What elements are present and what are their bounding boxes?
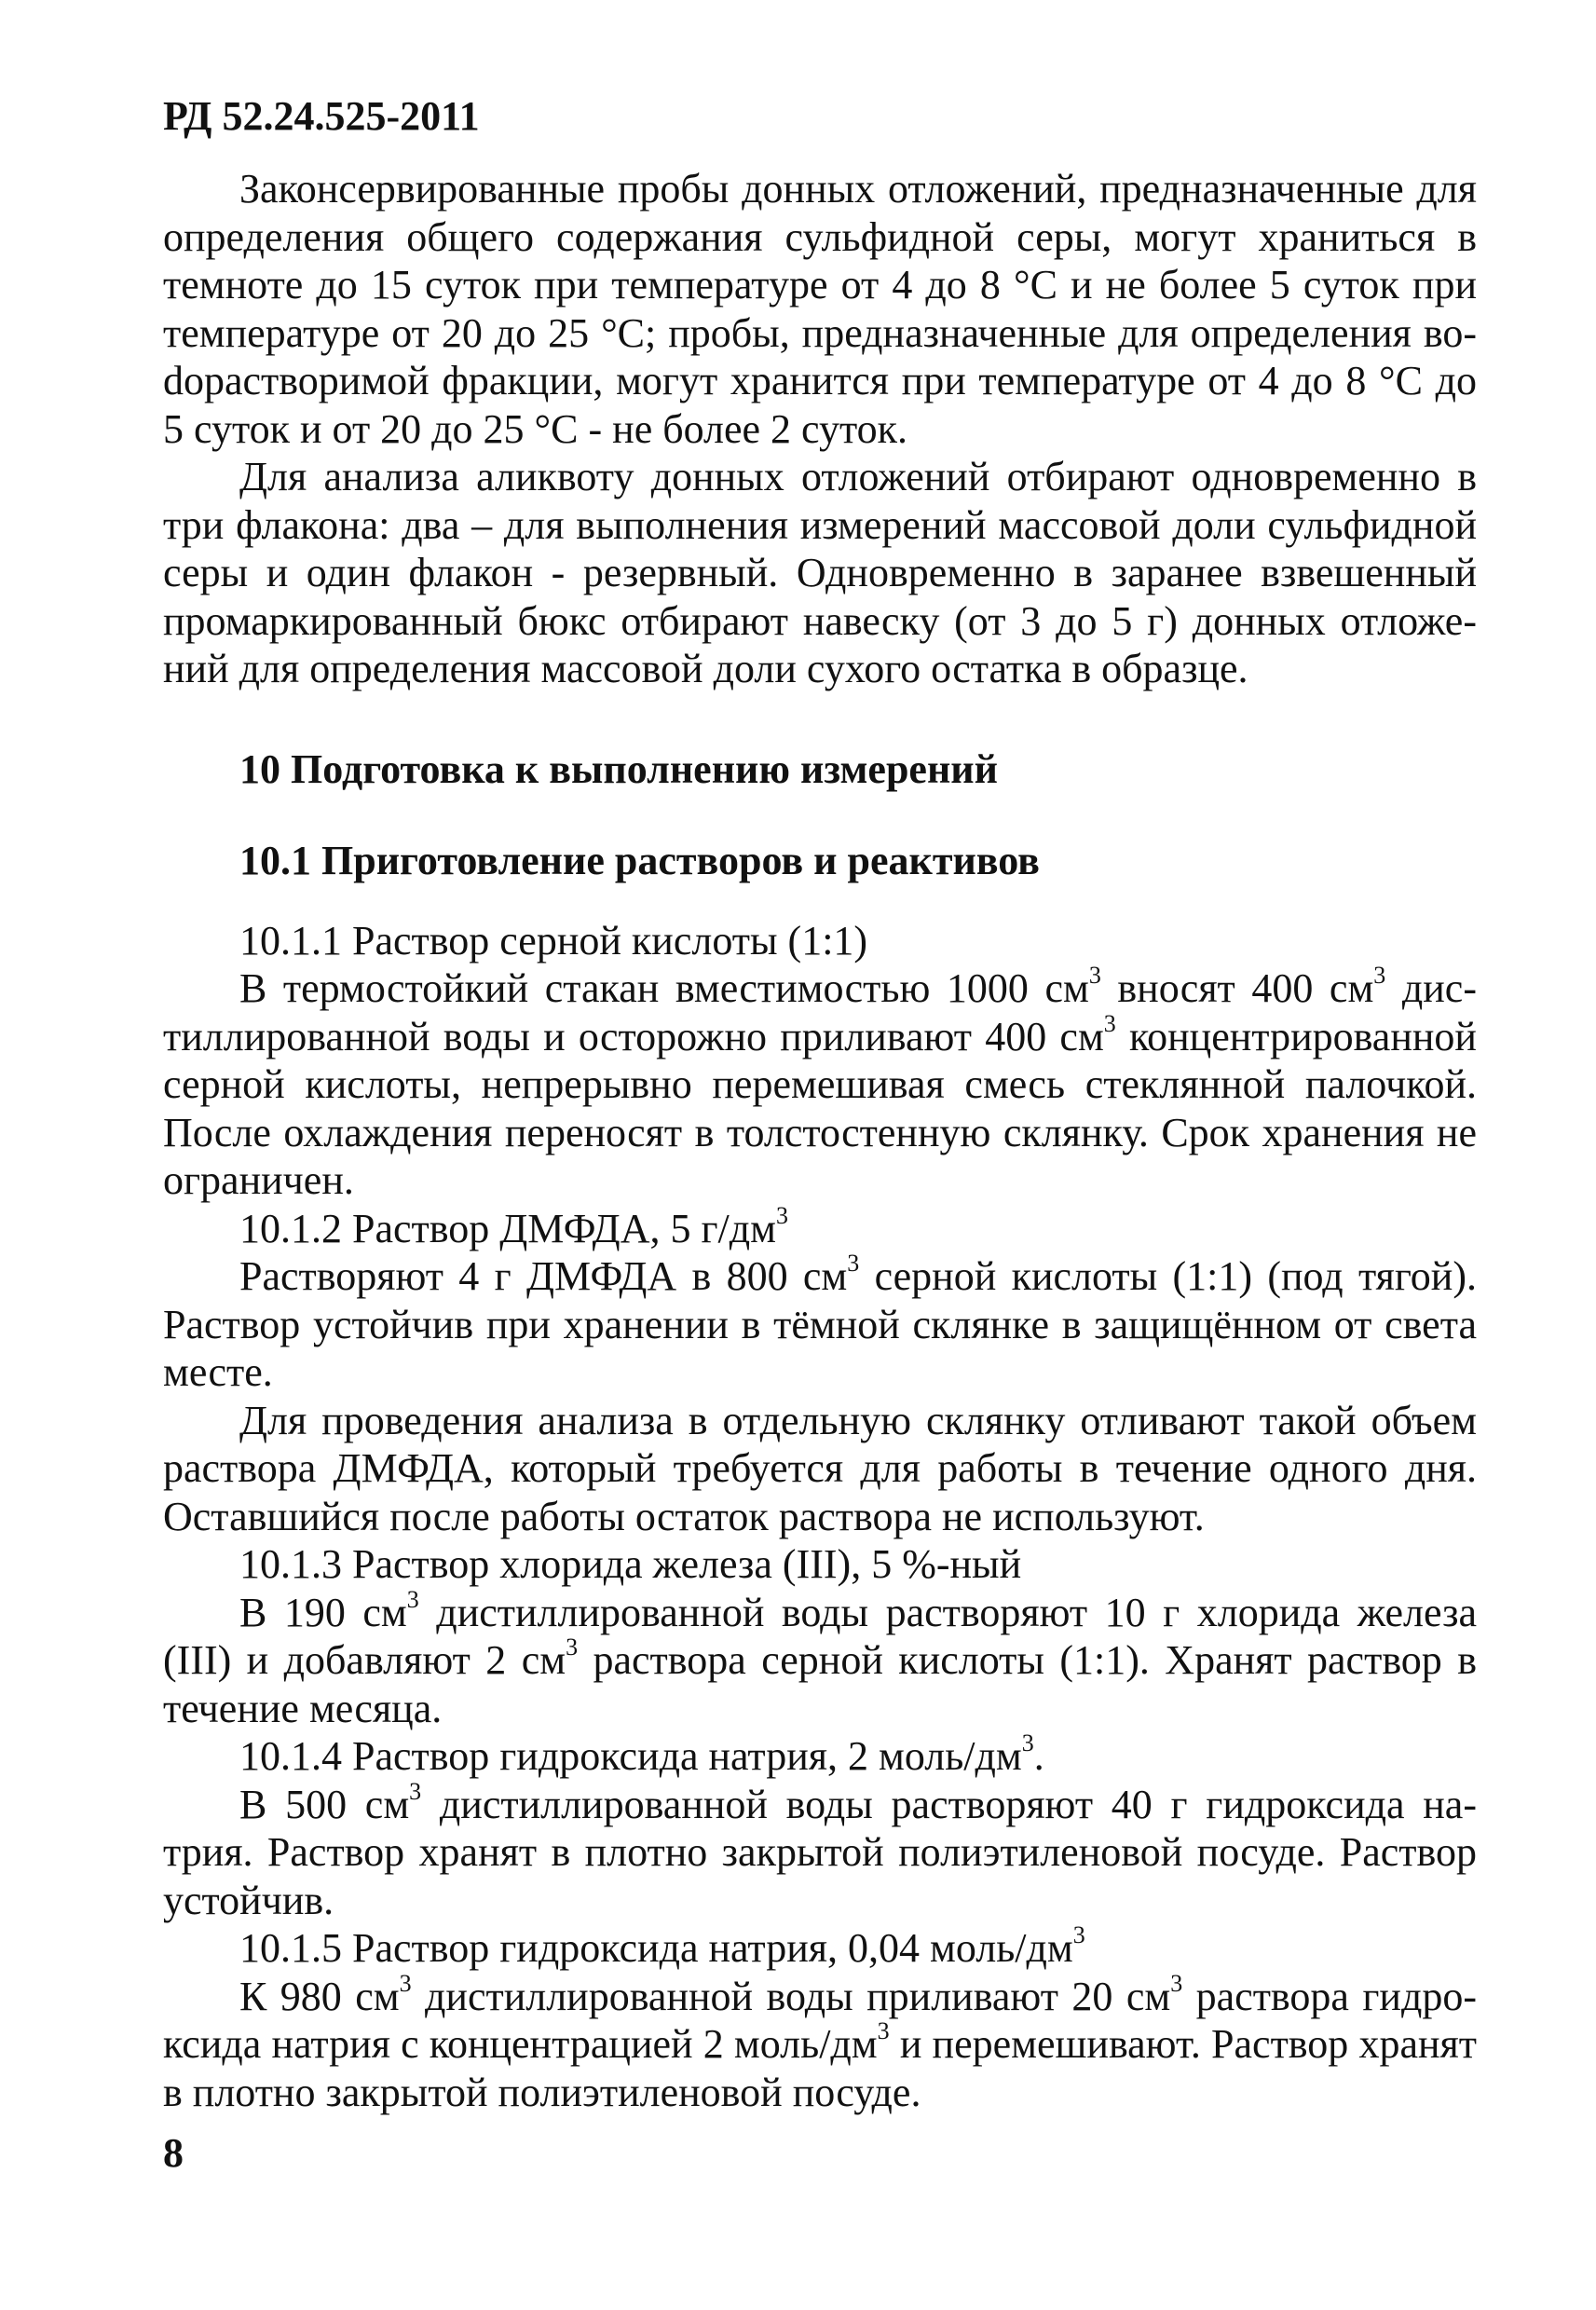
document-page: [163, 89, 1477, 2116]
item-body-10-1-5: К 980 $см^3$ дистиллированной воды приливают 20 $см^3$ раствора гидроксида натрия с концентрацией 2 моль/$дм^3$ и перемешивают. Раствор хранят в плотно закрытой полиэтиленовой посуде.: [163, 1969, 1477, 2115]
paragraph-aliquot-sampling: Для анализа аликвоту донных отложений отбирают одновременно в три флакона: два – для выполнения измерений массовой доли сульфидной серы и один флакон - резервный. Одновременно в заранее взвешенный промаркированный бюкс отбирают навеску (от 3 до 5 г) донных отложений для определения массовой доли сухого остатка в образце.: [163, 454, 1477, 691]
item-title-10-1-2: 10.1.2 Раствор ДМФДА, 5 $г/дм^3$: [239, 1201, 788, 1251]
subsection-heading-10-1: 10.1 Приготовление растворов и реактивов: [239, 837, 1040, 883]
page-number: 8: [163, 2130, 184, 2176]
document-code-header: РД 52.24.525-2011: [163, 93, 480, 139]
item-title-10-1-3: 10.1.3 Раствор хлорида железа (III), 5 %-ный: [239, 1541, 1022, 1587]
item-title-10-1-4: 10.1.4 Раствор гидроксида натрия, 2 моль/$дм^3$.: [239, 1729, 1044, 1779]
item-body-10-1-2: Растворяют 4 г ДМФДА в 800 $см^3$ серной кислоты (1:1) (под тягой). Раствор устойчив при хранении в тёмной склянке в защищённом от света месте.: [163, 1250, 1477, 1395]
section-heading-10: 10 Подготовка к выполнению измерений: [239, 745, 998, 792]
paragraph-storage-conditions: Законсервированные пробы донных отложений, предназначенные для определения общего содержания сульфидной серы, могут храниться в темноте до 15 суток при температуре от 4 до 8 °С и не более 5 суток при температуре от 20 до 25 °С; пробы, предназначенные для определения воdорастворимой фракции, могут хранится при температуре от 4 до 8 °С до 5 суток и от 20 до 25 °С - не более 2 суток.: [163, 166, 1477, 452]
item-body-10-1-3: В 190 $см^3$ дистиллированной воды растворяют 10 г хлорида железа (III) и добавляют 2 $см^3$ раствора серной кислоты (1:1). Хранят раствор в течение месяца.: [163, 1585, 1477, 1731]
item-body-10-1-1: В термостойкий стакан вместимостью 1000 $см^3$ вносят 400 $см^3$ дистиллированной воды и осторожно приливают 400 $см^3$ концентрированной серной кислоты, непрерывно перемешивая смесь стеклянной палочкой. После охлаждения переносят в толстостенную склянку. Срок хранения не ограничен.: [163, 962, 1477, 1203]
item-note-10-1-2: Для проведения анализа в отдельную склянку отливают такой объем раствора ДМФДА, который требуется для работы в течение одного дня. Оставшийся после работы остаток раствора не используют.: [163, 1397, 1477, 1539]
item-title-10-1-1: 10.1.1 Раствор серной кислоты (1:1): [239, 917, 868, 964]
item-body-10-1-4: В 500 $см^3$ дистиллированной воды растворяют 40 г гидроксида натрия. Раствор хранят в плотно закрытой полиэтиленовой посуде. Раствор устойчив.: [163, 1777, 1477, 1923]
item-title-10-1-5: 10.1.5 Раствор гидроксида натрия, 0,04 моль/$дм^3$: [239, 1921, 1085, 1971]
